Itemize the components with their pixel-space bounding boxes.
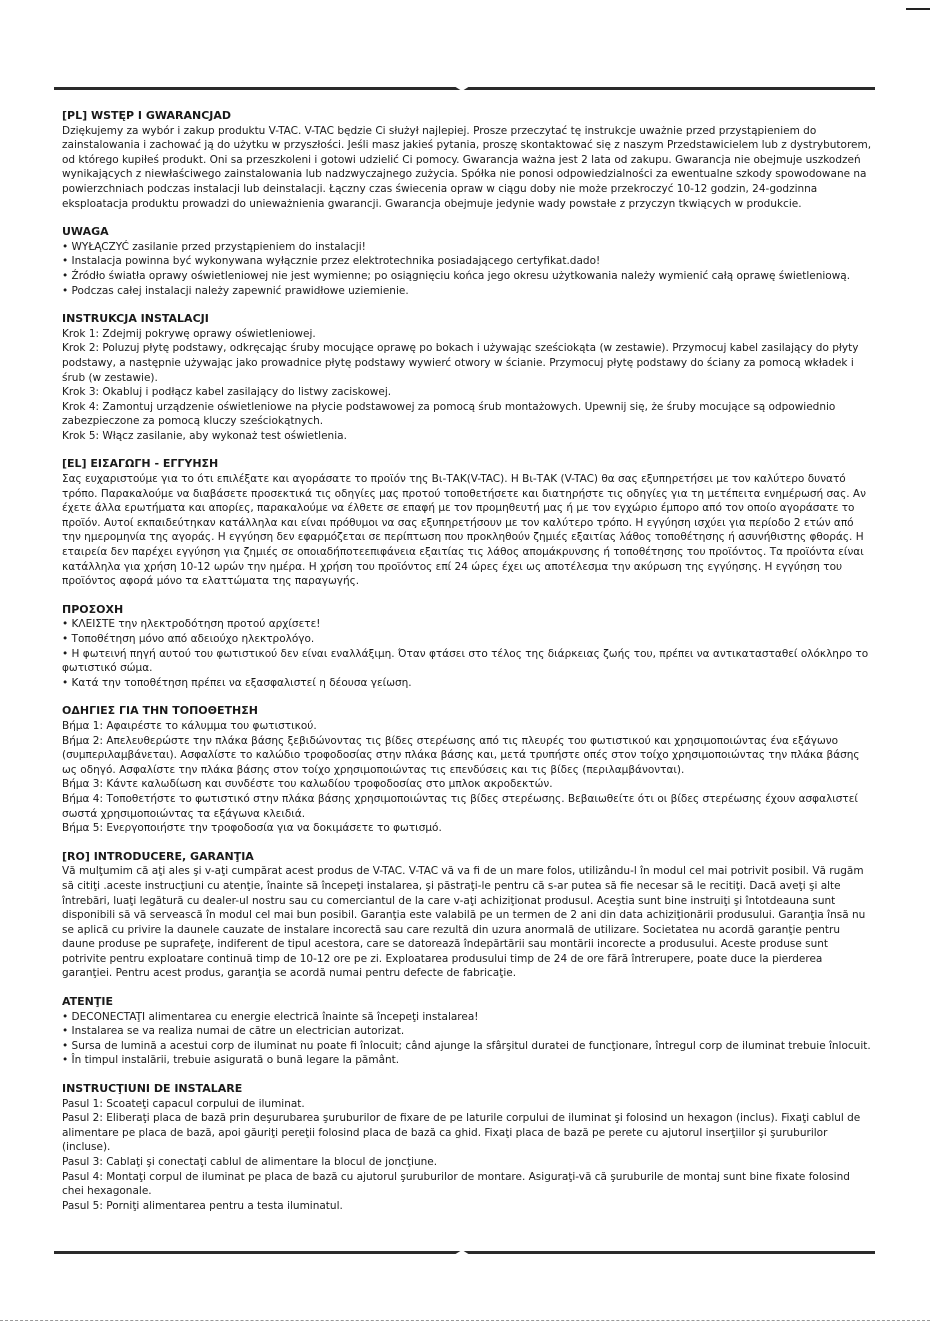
section-heading: ΟΔΗΓΙΕΣ ΓΙΑ ΤΗΝ ΤΟΠΟΘΕΤΗΣΗ: [62, 704, 258, 718]
section-paragraph: Σας ευχαριστούμε για το ότι επιλέξατε και αγοράσατε το προϊόν της Βι-ΤΑΚ(V-TAC). Η Βι-ΤΑΚ (V-TAC) θα σας εξυπηρετήσει με τον καλύτερο δυνατό τρόπο. Παρακαλούμε να διαβάσετε προσεκτικά τις οδηγίες μας προτού τοποθετήσετε και διατηρήστε τις οδηγίες για τη μετέπειτα ενημέρωσή σας. Αν έχετε άλλα ερωτήματα και απορίες, παρακαλούμε να έλθετε σε επαφή με τον προμηθευτή μας ή με τον εγχώριο έμπορο από τον οποίο αγοράσατε το προϊόν. Αυτοί εκπαιδεύτηκαν κατάλληλα και είναι πρόθυμοι να σας εξυπηρετήσουν με τον καλύτερο τρόπο. Η εγγύηση ισχύει για περίοδο 2 ετών από την ημερομηνία της αγοράς. Η εγγύηση δεν εφαρμόζεται σε περίπτωση που προκληθούν ζημιές εξαιτίας λάθος τοποθέτησης ή ασυνήθιστης φθοράς. Η εταιρεία δεν παρέχει εγγύηση για ζημιές σε οποιαδήποτεεπιφάνεια εξαιτίας τις λάθος απομάκρυνσης ή τοποθέτησης του προϊόντος. Τα προϊόντα είναι κατάλληλα για χρήση 10-12 ωρών την ημέρα. Η χρήση του προϊόντος επί 24 ώρες έχει ως αποτέλεσμα την ακύρωση της εγγύησης. Η εγγύηση του προϊόντος αφορά μόνο τα ελαττώματα της παραγωγής.: [62, 473, 866, 588]
section-line: • Sursa de lumină a acestui corp de iluminat nu poate fi înlocuit; când ajunge la sfârşitul duratei de funcţionare, întregul corp de iluminat trebuie înlocuit.: [62, 1039, 871, 1052]
section: [62, 1082, 875, 1213]
section-line: Pasul 1: Scoateţi capacul corpului de iluminat.: [62, 1097, 305, 1110]
section-line: Βήμα 2: Απελευθερώστε την πλάκα βάσης ξεβιδώνοντας τις βίδες στερέωσης από τις πλευρές του φωτιστικού και χρησιμοποιώντας ένα εξάγωνο (συμπεριλαμβάνεται). Ασφαλίστε το καλώδιο τροφοδοσίας στην πλάκα βάσης και, μετά τρυπήστε οπές στον τοίχο χρησιμοποιώντας την πλάκα βάσης ως οδηγό. Ασφαλίστε την πλάκα βάσης στον τοίχο χρησιμοποιώντας τις επενδύσεις και τις βίδες (περιλαμβάνονται).: [62, 734, 860, 776]
section-line: Pasul 3: Cablaţi şi conectaţi cablul de alimentare la blocul de joncţiune.: [62, 1156, 438, 1168]
section-line: • WYŁĄCZYĆ zasilanie przed przystąpieniem do instalacji!: [62, 240, 366, 253]
section-line: Krok 4: Zamontuj urządzenie oświetleniowe na płycie podstawowej za pomocą śrub montażowych. Upewnij się, że śruby mocujące są odpowiednio zabezpieczone za pomocą kluczy sześciokątnych.: [62, 400, 836, 428]
section-line: Krok 1: Zdejmij pokrywę oprawy oświetleniowej.: [62, 327, 316, 340]
section-line: • Τοποθέτηση μόνο από αδειούχο ηλεκτρολόγο.: [62, 633, 315, 645]
section-line: • Κατά την τοποθέτηση πρέπει να εξασφαλιστεί η δέουσα γείωση.: [62, 676, 412, 689]
section-line: • DECONECTAŢI alimentarea cu energie electrică înainte să începeţi instalarea!: [62, 1010, 479, 1023]
section-heading: [RO] INTRODUCERE, GARANŢIA: [62, 849, 254, 863]
section-heading: ΠΡΟΣΟΧΗ: [62, 602, 124, 616]
section-line: Βήμα 1: Αφαιρέστε το κάλυμμα του φωτιστικού.: [62, 719, 317, 732]
top-divider: [54, 85, 875, 92]
section-line: Krok 2: Poluzuj płytę podstawy, odkręcając śruby mocujące oprawę po bokach i używając sześciokąta (w zestawie). Przymocuj kabel zasilający do płyty podstawy, a następnie używając jako prowadnice płytę podstawy wywierć otwory w ścianie. Przymocuj płytę podstawy do ściany za pomocą wkładek i śrub (w zestawie).: [62, 342, 859, 384]
section-line: • Podczas całej instalacji należy zapewnić prawidłowe uziemienie.: [62, 284, 409, 297]
section: [62, 225, 875, 298]
section-line: • ΚΛΕΙΣΤΕ την ηλεκτροδότηση προτού αρχίσετε!: [62, 618, 321, 631]
section: [62, 109, 875, 211]
section-line: • În timpul instalării, trebuie asigurată o bună legare la pământ.: [62, 1054, 400, 1067]
section-heading: INSTRUCŢIUNI DE INSTALARE: [62, 1082, 243, 1096]
section-heading: [PL] WSTĘP I GWARANCJAD: [62, 109, 232, 122]
section-paragraph: Vă mulţumim că aţi ales şi v-aţi cumpărat acest produs de V-TAC. V-TAC vă va fi de un mare folos, utilizându-l în modul cel mai potrivit posibil. Vă rugăm să citiţi .aceste instrucţiuni cu atenţie, înainte să începeţi instalarea, şi păstraţi-le pentru că s-ar putea să fie necesar să le recitiţi. Dacă aveţi şi alte întrebări, luaţi legătură cu dealer-ul nostru sau cu comerciantul de la care v-aţi achiziţionat produsul. Aceştia sunt bine instruiţi şi întotdeauna sunt disponibili să vă servească în modul cel mai bun posibil. Garanţia este valabilă pe un termen de 2 ani din data achiziţionării produsului. Garanţia însă nu se aplică cu privire la daunele cauzate de instalare incorectă sau care rezultă din uzura anormală de utilizare. Societatea nu acordă garanţie pentru daune produse pe suprafeţe, indiferent de tipul acestora, care se datorează îndepărtării sau montării incorecte a produsului. Aceste produse sunt potrivite pentru exploatare continuă timp de 10-12 ore pe zi. Exploatarea produsului timp de 24 de ore fără întrerupere, poate duce la pierderea garanţiei. Pentru acest produs, garanţia se acordă numai pentru defecte de fabricaţie.: [62, 865, 866, 980]
page-edge-dash: [0, 1320, 930, 1321]
section: [62, 603, 875, 691]
section-line: • Η φωτεινή πηγή αυτού του φωτιστικού δεν είναι εναλλάξιμη. Όταν φτάσει στο τέλος της διάρκειας ζωής του, πρέπει να αντικατασταθεί ολόκληρο το φωτιστικό σώμα.: [62, 647, 869, 675]
section-line: Pasul 4: Montaţi corpul de iluminat pe placa de bază cu ajutorul şuruburilor de montare. Asiguraţi-vă că şuruburile de montaj sunt bine fixate folosind chei hexagonale.: [62, 1170, 850, 1198]
section: [62, 312, 875, 443]
section-line: • Instalacja powinna być wykonywana wyłącznie przez elektrotechnika posiadającego certyfikat.dado!: [62, 255, 601, 268]
document-body: [62, 109, 875, 1227]
section: [62, 850, 875, 981]
section-heading: [EL] ΕΙΣΑΓΩΓΗ - ΕΓΓΥΗΣΗ: [62, 457, 219, 471]
section-heading: UWAGA: [62, 225, 109, 239]
section: [62, 704, 875, 835]
section: [62, 457, 875, 588]
section-line: Krok 3: Okabluj i podłącz kabel zasilający do listwy zaciskowej.: [62, 386, 392, 399]
section-line: Pasul 5: Porniţi alimentarea pentru a testa iluminatul.: [62, 1199, 343, 1212]
section-line: Βήμα 4: Τοποθετήστε το φωτιστικό στην πλάκα βάσης χρησιμοποιώντας τις βίδες στερέωσης. Βεβαιωθείτε ότι οι βίδες στερέωσης έχουν ασφαλιστεί σωστά χρησιμοποιώντας τα εξάγωνα κλειδιά.: [62, 792, 858, 820]
section-line: Pasul 2: Eliberaţi placa de bază prin deşurubarea şuruburilor de fixare de pe laturile corpului de iluminat şi folosind un hexagon (inclus). Fixaţi cablul de alimentare pe placa de bază, apoi găuriţi pereţii folosind placa de bază ca ghid. Fixaţi placa de bază pe perete cu ajutorul inserţiilor şi şuruburilor (incluse).: [62, 1112, 861, 1154]
section: [62, 995, 875, 1068]
section-heading: INSTRUKCJA INSTALACJI: [62, 312, 209, 326]
section-line: Βήμα 5: Ενεργοποιήστε την τροφοδοσία για να δοκιμάσετε το φωτισμό.: [62, 822, 442, 835]
bottom-divider: [54, 1249, 875, 1256]
section-line: Βήμα 3: Κάντε καλωδίωση και συνδέστε του καλωδίου τροφοδοσίας στο μπλοκ ακροδεκτών.: [62, 778, 553, 791]
section-paragraph: Dziękujemy za wybór i zakup produktu V-TAC. V-TAC będzie Ci służył najlepiej. Prosze przeczytać tę instrukcje uważnie przed przystąpieniem do zainstalowania i zachować ją do użytku w przyszłości. Jeśli masz jakieś pytania, proszę skontaktować się z naszym Przedstawicielem lub z dystrybutorem, od którego kupiłeś produkt. Oni sa przeszkoleni i gotowi udzielić Ci pomocy. Gwarancja ważna jest 2 lata od zakupu. Gwarancja nie obejmuje uszkodzeń wynikających z niewłaściwego zainstalowania lub nadzwyczajnego zużycia. Spółka nie ponosi odpowiedzialności za ewentualne szkody spowodowane na powierzchniach podczas instalacji lub deinstalacji. Łączny czas świecenia opraw w ciągu doby nie może przekroczyć 10-12 godzin, 24-godzinna eksploatacja produktu prowadzi do unieważnienia gwarancji. Gwarancja obejmuje jedynie wady powstałe z przyczyn tkwiących w produkcie.: [62, 124, 872, 210]
section-line: Krok 5: Włącz zasilanie, aby wykonaż test oświetlenia.: [62, 429, 347, 442]
section-line: • Instalarea se va realiza numai de către un electrician autorizat.: [62, 1025, 405, 1038]
section-line: • Źródło światła oprawy oświetleniowej nie jest wymienne; po osiągnięciu końca jego okresu użytkowania należy wymienić całą oprawę świetleniową.: [62, 269, 851, 282]
corner-mark: [906, 8, 930, 10]
section-heading: ATENŢIE: [62, 995, 113, 1009]
